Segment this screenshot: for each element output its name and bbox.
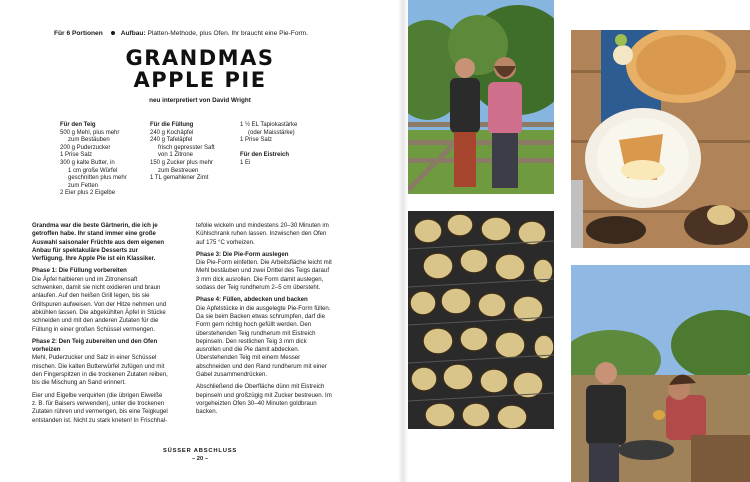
photo-men-cooking: [571, 265, 750, 482]
ingredient-line: 2 Eier plus 2 Eigelbe: [60, 190, 116, 197]
phase-paragraph: Eier und Eigelbe verquirlen (die übrigen Eiweiße z. B. für Baisers verwenden), unter die trockenen Zutaten rühren und vermengen, bis eine Teigkugel entstanden ist. Nicht zu stark kneten! In Frischhal-: [32, 391, 168, 424]
phase-heading: Phase 4: Füllen, abdecken und backen: [196, 296, 308, 304]
ingredient-line: 1 Prise Salz: [60, 152, 93, 159]
ingredient-line: zum Fetten: [68, 182, 99, 189]
phase-heading: Phase 2: Den Teig zubereiten und den Ofen vorheizen: [32, 337, 158, 354]
section-footer: SÜSSER ABSCHLUSS: [162, 448, 238, 454]
ingredient-line: 240 g Kochäpfel: [150, 129, 194, 136]
ingredient-line: 150 g Zucker plus mehr: [150, 159, 214, 166]
recipe-title-line1: GRANDMAS: [125, 46, 275, 70]
ingredient-line: zum Bestäuben: [68, 137, 110, 144]
method-label: Aufbau:: [120, 30, 146, 37]
ingredient-line: frisch gepresster Saft: [158, 144, 215, 151]
bullet-icon: [111, 31, 115, 35]
ingredient-line: von 1 Zitrone: [158, 152, 194, 159]
page-number: – 20 –: [191, 456, 209, 462]
method-text: Platten-Methode, plus Ofen. Ihr braucht eine Pie-Form.: [147, 30, 309, 37]
recipe-meta: [54, 30, 308, 37]
ingredients-other: [240, 122, 330, 168]
photo-apple-pie-plate: [571, 30, 750, 248]
ingredient-line: zum Bestreuen: [158, 167, 199, 174]
ingredients-heading: Für die Füllung: [150, 122, 194, 128]
ingredient-line: geschnitten plus mehr: [68, 175, 127, 182]
ingredient-line: (oder Maisstärke): [248, 129, 295, 136]
book-spine-shadow: [398, 0, 408, 482]
ingredients-dough: [60, 122, 146, 198]
ingredient-line: 500 g Mehl, plus mehr: [60, 129, 120, 136]
ingredient-line: 1 cm große Würfel: [68, 167, 118, 174]
photo-grilled-apples: [408, 211, 554, 429]
phase-paragraph: tefolie wickeln und mindestens 20–30 Minuten im Kühlschrank ruhen lassen. Inzwischen den Ofen auf 175 °C vorheizen.: [196, 222, 329, 246]
ingredients-filling: [150, 122, 236, 183]
method-column-2: [196, 222, 332, 421]
portions-label: Für 6 Portionen: [54, 30, 103, 37]
phase-paragraph: Die Äpfel halbieren und im Zitronensaft schwenken, damit sie nicht oxidieren und braun anlaufen. Auf den heißen Grill legen, bis sie Grillspuren aufweisen. Von der Hitze nehmen und abkühlen lassen. Die abgekühlten Äpfel in Stücke schneiden und mit den anderen Zutaten für die Füllung in einer großen Schüssel vermengen.: [32, 275, 167, 333]
ingredient-line: 1 ½ EL Tapiokastärke: [240, 122, 298, 128]
ingredient-line: 200 g Puderzucker: [60, 144, 111, 151]
ingredient-line: 1 Prise Salz: [240, 137, 273, 144]
ingredient-line: 1 Ei: [240, 159, 251, 166]
ingredients-heading: Für den Teig: [60, 122, 96, 128]
phase-paragraph: Die Apfelstücke in die ausgelegte Pie-Form füllen. Da sie beim Backen etwas schrumpfen, darf die Form gern richtig hoch gefüllt werden. Den überstehenden Teig rundherum mit Eistreich bepinseln. Den restlichen Teig 3 mm dick ausrollen und die Pie damit abdecken. Überstehenden Teig mit einem Messer abschneiden und den Rand rundherum mit einer Gabel zusammendrücken.: [196, 304, 331, 379]
method-column-1: [32, 222, 168, 429]
phase-heading: Phase 1: Die Füllung vorbereiten: [32, 267, 127, 275]
ingredient-line: 240 g Tafeläpfel: [150, 137, 193, 144]
recipe-subtitle: neu interpretiert von David Wright: [149, 97, 251, 104]
ingredient-line: 300 g kalte Butter, in: [60, 159, 115, 166]
ingredient-line: 1 TL gemahlener Zimt: [150, 175, 209, 182]
recipe-title-line2: APPLE PIE: [133, 68, 267, 92]
phase-heading: Phase 3: Die Pie-Form auslegen: [196, 250, 289, 258]
phase-paragraph: Die Pie-Form einfetten. Die Arbeitsfläche leicht mit Mehl bestäuben und zwei Drittel des Teigs darauf 3 mm dick ausrollen. Die Form damit auslegen, sodass der Teig rundherum 2–5 cm übersteht.: [196, 259, 332, 292]
photo-two-men-at-fence: [408, 0, 554, 194]
phase-paragraph: Abschließend die Oberfläche dünn mit Eistreich bepinseln und großzügig mit Zucker bestreuen. Im vorgeheizten Ofen 30–40 Minuten goldbraun backen.: [196, 383, 332, 416]
phase-paragraph: Mehl, Puderzucker und Salz in einer Schüssel mischen. Die kalten Butterwürfel zufügen und mit den Fingerspitzen in die trockenen Zutaten reiben, bis die Mischung an Sand erinnert.: [32, 354, 168, 387]
intro-paragraph: Grandma war die beste Gärtnerin, die ich je getroffen habe. Ihr stand immer eine große Auswahl saisonaler Früchte aus dem eigenen Anbau für spektakuläre Desserts zur Verfügung. Ihre Apple Pie ist ein Klassiker.: [32, 222, 165, 263]
ingredients-heading: Für den Eistreich: [240, 152, 290, 159]
